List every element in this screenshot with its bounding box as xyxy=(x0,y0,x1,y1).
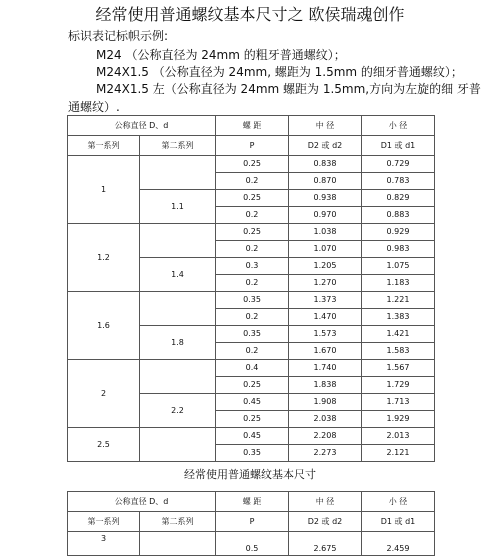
d1-cell: 2.013 xyxy=(362,428,435,445)
second-series-cell: 1.8 xyxy=(140,326,216,360)
d2-cell: 0.870 xyxy=(289,173,362,190)
d1-cell: 0.729 xyxy=(362,156,435,173)
thread-size-table xyxy=(67,115,435,462)
d2-cell: 2.038 xyxy=(289,411,362,428)
pitch-cell: 0.2 xyxy=(216,275,289,292)
first-series-cell: 2.5 xyxy=(68,428,140,462)
d2-cell: 1.838 xyxy=(289,377,362,394)
d2-cell: 1.740 xyxy=(289,360,362,377)
d1-cell: 2.459 xyxy=(362,532,435,556)
d2-cell: 1.373 xyxy=(289,292,362,309)
d2-cell: 0.938 xyxy=(289,190,362,207)
d1-cell: 0.783 xyxy=(362,173,435,190)
pitch-cell: 0.35 xyxy=(216,445,289,462)
first-series-cell: 1 xyxy=(68,156,140,224)
pitch-cell: 0.45 xyxy=(216,428,289,445)
pitch-cell: 0.2 xyxy=(216,241,289,258)
pitch-cell: 0.2 xyxy=(216,173,289,190)
header-d1: D1 或 d1 xyxy=(362,512,435,532)
header-p: P xyxy=(216,136,289,156)
page-title: 经常使用普通螺纹基本尺寸之 欧侯瑞魂创作 xyxy=(95,5,405,24)
pitch-cell: 0.3 xyxy=(216,258,289,275)
second-series-cell xyxy=(140,360,216,394)
d2-cell: 2.273 xyxy=(289,445,362,462)
d1-cell: 1.383 xyxy=(362,309,435,326)
d1-cell: 1.929 xyxy=(362,411,435,428)
table-row xyxy=(68,428,435,445)
second-series-cell xyxy=(140,292,216,326)
d1-cell: 1.567 xyxy=(362,360,435,377)
d2-cell: 1.070 xyxy=(289,241,362,258)
header-pitch: 螺 距 xyxy=(216,492,289,512)
pitch-cell: 0.2 xyxy=(216,207,289,224)
header-d1: D1 或 d1 xyxy=(362,136,435,156)
d2-cell: 1.908 xyxy=(289,394,362,411)
intro-text: 标识表记标帜示例: xyxy=(68,29,169,43)
d2-cell: 2.675 xyxy=(289,532,362,556)
d2-cell: 2.208 xyxy=(289,428,362,445)
d1-cell: 1.583 xyxy=(362,343,435,360)
d1-cell: 0.883 xyxy=(362,207,435,224)
d2-cell: 0.838 xyxy=(289,156,362,173)
pitch-cell: 0.25 xyxy=(216,190,289,207)
header-d2: D2 或 d2 xyxy=(289,136,362,156)
first-series-cell: 2 xyxy=(68,360,140,428)
d2-cell: 1.270 xyxy=(289,275,362,292)
header-first-series: 第一系列 xyxy=(68,136,140,156)
header-pitch-diameter: 中 径 xyxy=(289,116,362,136)
header-minor-diameter: 小 径 xyxy=(362,116,435,136)
d1-cell: 1.075 xyxy=(362,258,435,275)
pitch-cell: 0.5 xyxy=(216,532,289,556)
d1-cell: 1.183 xyxy=(362,275,435,292)
d2-cell: 1.205 xyxy=(289,258,362,275)
second-series-cell: 1.4 xyxy=(140,258,216,292)
table-subheader-row xyxy=(68,512,435,532)
header-second-series: 第二系列 xyxy=(140,136,216,156)
pitch-cell: 0.2 xyxy=(216,309,289,326)
pitch-cell: 0.4 xyxy=(216,360,289,377)
example-line-3: M24X1.5 左（公称直径为 24mm 螺距为 1.5mm,方向为左旋的细 牙普 xyxy=(96,82,481,96)
pitch-cell: 0.2 xyxy=(216,343,289,360)
pitch-cell: 0.35 xyxy=(216,292,289,309)
pitch-cell: 0.35 xyxy=(216,326,289,343)
first-series-cell: 3 xyxy=(68,532,140,556)
table-row xyxy=(68,156,435,173)
example-line-1: M24 （公称直径为 24mm 的粗牙普通螺纹）； xyxy=(96,48,346,62)
pitch-cell: 0.25 xyxy=(216,411,289,428)
header-pitch: 螺 距 xyxy=(216,116,289,136)
example-line-3-continued: 通螺纹）. xyxy=(68,100,120,114)
d1-cell: 1.729 xyxy=(362,377,435,394)
table-row xyxy=(68,532,435,556)
second-series-cell xyxy=(140,428,216,462)
d1-cell: 2.121 xyxy=(362,445,435,462)
first-series-cell: 1.2 xyxy=(68,224,140,292)
pitch-cell: 0.25 xyxy=(216,156,289,173)
table-subheader-row xyxy=(68,136,435,156)
d1-cell: 1.421 xyxy=(362,326,435,343)
d2-cell: 1.573 xyxy=(289,326,362,343)
d1-cell: 0.829 xyxy=(362,190,435,207)
header-pitch-diameter: 中 径 xyxy=(289,492,362,512)
d1-cell: 0.929 xyxy=(362,224,435,241)
header-nominal-diameter: 公称直径 D、d xyxy=(68,116,216,136)
pitch-cell: 0.25 xyxy=(216,377,289,394)
header-d2: D2 或 d2 xyxy=(289,512,362,532)
header-first-series: 第一系列 xyxy=(68,512,140,532)
header-second-series: 第二系列 xyxy=(140,512,216,532)
table-row xyxy=(68,360,435,377)
d2-cell: 1.470 xyxy=(289,309,362,326)
d1-cell: 1.221 xyxy=(362,292,435,309)
table-header-row xyxy=(68,492,435,512)
header-p: P xyxy=(216,512,289,532)
d2-cell: 1.038 xyxy=(289,224,362,241)
second-series-cell xyxy=(140,156,216,190)
second-series-cell xyxy=(140,224,216,258)
d1-cell: 0.983 xyxy=(362,241,435,258)
table-row xyxy=(68,224,435,241)
example-line-2: M24X1.5 （公称直径为 24mm, 螺距为 1.5mm 的细牙普通螺纹）； xyxy=(96,65,463,79)
thread-size-table-continued xyxy=(67,491,435,556)
d2-cell: 0.970 xyxy=(289,207,362,224)
table-row xyxy=(68,292,435,309)
header-nominal-diameter: 公称直径 D、d xyxy=(68,492,216,512)
pitch-cell: 0.25 xyxy=(216,224,289,241)
table-header-row xyxy=(68,116,435,136)
section-subtitle: 经常使用普通螺纹基本尺寸 xyxy=(184,468,316,481)
second-series-cell: 2.2 xyxy=(140,394,216,428)
second-series-cell xyxy=(140,532,216,556)
pitch-cell: 0.45 xyxy=(216,394,289,411)
header-minor-diameter: 小 径 xyxy=(362,492,435,512)
second-series-cell: 1.1 xyxy=(140,190,216,224)
d2-cell: 1.670 xyxy=(289,343,362,360)
d1-cell: 1.713 xyxy=(362,394,435,411)
first-series-cell: 1.6 xyxy=(68,292,140,360)
